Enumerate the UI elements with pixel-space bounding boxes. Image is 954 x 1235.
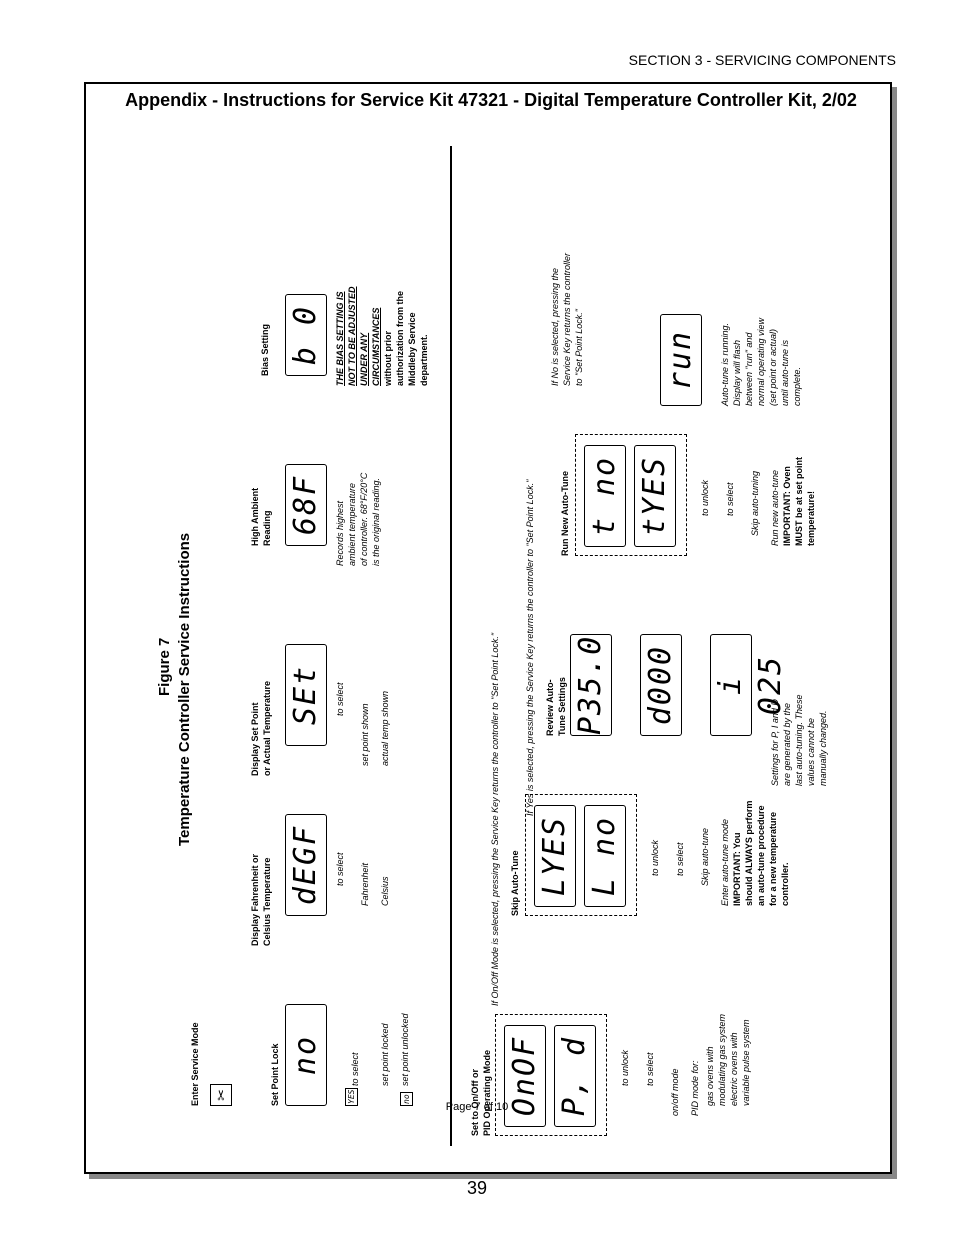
skip-important-5: controller.: [780, 862, 790, 906]
run-new-select: to select: [725, 482, 735, 516]
spl-opt1-text: set point locked: [380, 1023, 390, 1086]
skip-important-1: IMPORTANT: You: [732, 832, 742, 906]
skip-display-box: [525, 794, 637, 916]
sp-opt1-text: set point shown: [360, 703, 370, 766]
pid-display-2: P, d: [554, 1025, 596, 1127]
run-note-3: between "run" and: [744, 332, 754, 406]
fahr-select: to select: [335, 852, 345, 886]
set-point-display: SEt: [285, 644, 327, 746]
pid-bullet-2: modulating gas system: [717, 1013, 727, 1106]
sp-opt2-text: actual temp shown: [380, 690, 390, 766]
yes-note: If Yes is selected, pressing the Service Key returns the controller to "Set Point Lock.": [525, 479, 535, 816]
ambient-note-2: ambient temperature: [347, 482, 357, 566]
bias-warn-4: CIRCUMSTANCES: [371, 307, 381, 386]
review-display-1: P35.0: [570, 634, 612, 736]
pid-opt1-text: on/off mode: [670, 1068, 680, 1116]
fahr-opt2-text: Celsius: [380, 876, 390, 906]
run-new-important-3: temperature!: [806, 490, 816, 546]
rotated-diagram: [120, 146, 870, 1146]
ambient-note-3: of controller. 68°F/20°C: [359, 472, 369, 566]
run-note-1: Auto-tune is running.: [720, 322, 730, 406]
onoff-note: If On/Off Mode is selected, pressing the Service Key returns the controller to "Set Point Lock.": [490, 632, 500, 1006]
fahrenheit-title-2: Celsius Temperature: [262, 857, 272, 946]
skip-important-3: an auto-tune procedure: [756, 805, 766, 906]
run-display: run: [660, 314, 702, 406]
review-note-1: Settings for P, I and D: [770, 699, 780, 786]
fahrenheit-title-1: Display Fahrenheit or: [250, 853, 260, 946]
bias-note-1: without prior: [383, 331, 393, 386]
ambient-title-1: High Ambient: [250, 487, 260, 546]
set-point-title-1: Display Set Point: [250, 702, 260, 776]
service-key-icon[interactable]: ✂: [210, 1084, 232, 1106]
skip-opt1-text: Skip auto-tune: [700, 827, 710, 886]
figure-title: Temperature Controller Service Instructions: [176, 532, 193, 846]
run-new-opt1-text: Skip auto-tuning: [750, 470, 760, 536]
page-number: 39: [466, 1178, 488, 1198]
review-note-4: values cannot be: [806, 717, 816, 786]
skip-important-2: should ALWAYS perform: [744, 800, 754, 906]
ambient-note-1: Records highest: [335, 500, 345, 566]
pid-opt2-text: PID mode for:: [690, 1060, 700, 1116]
section-header: SECTION 3 - SERVICING COMPONENTS: [628, 52, 896, 68]
skip-important-4: for a new temperature: [768, 811, 778, 906]
figure-label: Figure 7: [156, 637, 173, 696]
set-point-title-2: or Actual Temperature: [262, 680, 272, 776]
run-new-unlock: to unlock: [700, 479, 710, 516]
spl-opt2-code: no: [402, 1094, 411, 1104]
review-note-2: are generated by the: [782, 702, 792, 786]
ambient-title-2: Reading: [262, 510, 272, 546]
skip-title: Skip Auto-Tune: [510, 850, 520, 916]
skip-opt2-text: Enter auto-tune mode: [720, 818, 730, 906]
set-point-lock-display: no: [285, 1004, 327, 1106]
pid-title-1: Set to On/Off or: [470, 1069, 480, 1136]
pid-display-1: OnOF: [504, 1025, 546, 1127]
bias-note-3: Middleby Service: [407, 312, 417, 386]
no-note-1: If No is selected, pressing the: [550, 267, 560, 386]
pid-title-2: PID Operating Mode: [482, 1049, 492, 1136]
bias-note-2: authorization from the: [395, 291, 405, 386]
pid-bullet-4: variable pulse system: [741, 1019, 751, 1106]
bias-display: b 0: [285, 294, 327, 376]
pid-bullet-1: gas ovens with: [705, 1046, 715, 1106]
bias-warn-2: NOT TO BE ADJUSTED: [347, 286, 357, 386]
fahrenheit-display: dEGF: [285, 814, 327, 916]
run-new-important-1: IMPORTANT: Oven: [782, 466, 792, 546]
sp-select: to select: [335, 682, 345, 716]
run-new-important-2: MUST be at set point: [794, 456, 804, 546]
run-note-6: until auto-tune is: [780, 339, 790, 406]
fahr-opt1-text: Fahrenheit: [360, 862, 370, 906]
run-new-display-1: t no: [584, 445, 626, 547]
bias-title: Bias Setting: [260, 323, 270, 376]
review-title-2: Tune Settings: [557, 677, 567, 736]
spl-select: to select: [350, 1052, 360, 1086]
review-note-5: manually changed.: [818, 710, 828, 786]
bias-warn-1: THE BIAS SETTING IS: [335, 291, 345, 386]
bias-warn-3: UNDER ANY: [359, 332, 369, 386]
run-new-opt2-text: Run new auto-tune: [770, 469, 780, 546]
run-note-5: (set point or actual): [768, 328, 778, 406]
no-note-3: to "Set Point Lock.": [574, 309, 584, 386]
skip-select: to select: [675, 842, 685, 876]
pid-display-box: [495, 1014, 607, 1136]
spl-opt2-text: set point unlocked: [400, 1013, 410, 1086]
enter-service-label: Enter Service Mode: [190, 1022, 200, 1106]
skip-display-1: LYES: [534, 805, 576, 907]
review-display-3: i 025: [710, 634, 752, 736]
run-new-title: Run New Auto-Tune: [560, 471, 570, 556]
skip-display-2: L no: [584, 805, 626, 907]
run-note-4: normal operating view: [756, 317, 766, 406]
bias-note-4: department.: [419, 334, 429, 386]
run-note-2: Display will flash: [732, 339, 742, 406]
ambient-display: 68F: [285, 464, 327, 546]
pid-unlock: to unlock: [620, 1049, 630, 1086]
review-note-3: last auto-tuning. These: [794, 694, 804, 786]
run-note-7: complete.: [792, 366, 802, 406]
flow-divider: [450, 146, 452, 1146]
pid-select: to select: [645, 1052, 655, 1086]
skip-unlock: to unlock: [650, 839, 660, 876]
appendix-title: Appendix - Instructions for Service Kit 47321 - Digital Temperature Controller Kit, 2/02: [125, 90, 857, 110]
review-display-2: d000: [640, 634, 682, 736]
pid-bullet-3: electric ovens with: [729, 1032, 739, 1106]
run-new-display-2: tYES: [634, 445, 676, 547]
set-point-lock-title: Set Point Lock: [270, 1043, 280, 1106]
run-new-display-box: [575, 434, 687, 556]
page-indicator: Page 7 of 10: [445, 1101, 509, 1113]
ambient-note-4: is the original reading.: [371, 477, 381, 566]
review-title-1: Review Auto-: [545, 679, 555, 736]
spl-opt1-code: YES: [347, 1089, 356, 1104]
no-note-2: Service Key returns the controller: [562, 252, 572, 386]
